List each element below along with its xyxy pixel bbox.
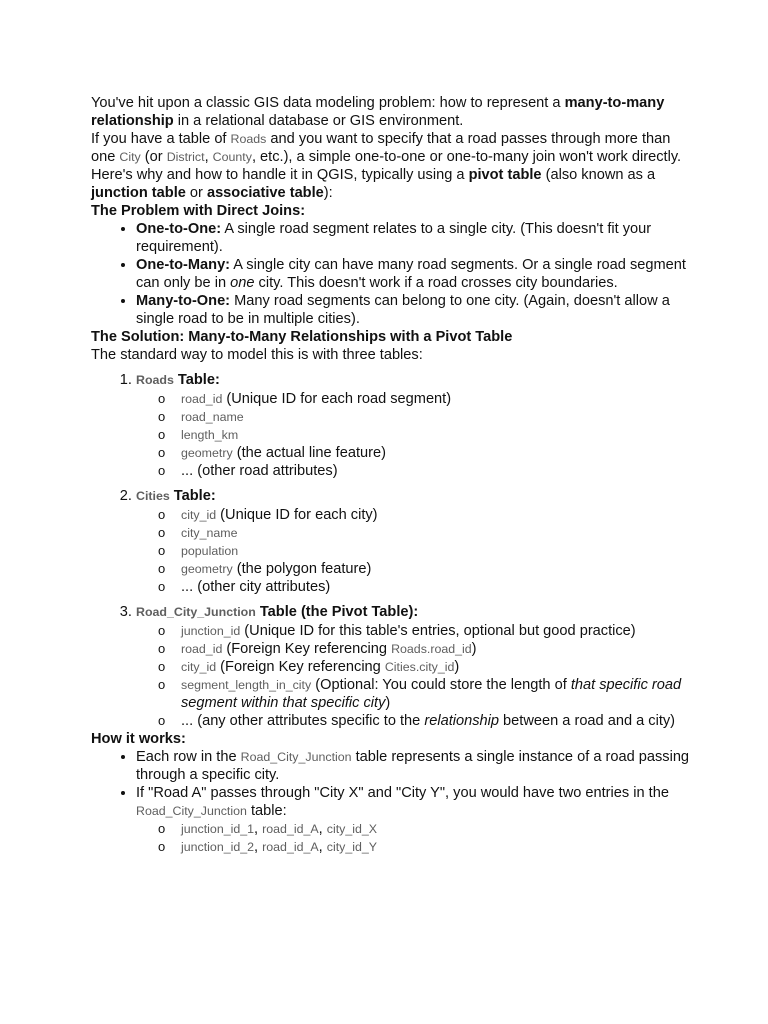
term-many-to-many: many-to-many relationship xyxy=(91,95,665,129)
list-item: o city_id (Unique ID for each city) xyxy=(181,506,691,524)
field-list xyxy=(136,506,691,596)
code-city: City xyxy=(119,150,141,164)
solution-heading: The Solution: Many-to-Many Relationships with a Pivot Table xyxy=(91,329,513,345)
code-district: District xyxy=(166,150,205,164)
document-page xyxy=(91,94,691,856)
how-list xyxy=(91,748,691,856)
problem-heading: The Problem with Direct Joins: xyxy=(91,203,306,219)
table-item-roads: 1. Roads Table: o road_id (Unique ID for each road segment) o road_name o length_km o geometry (the actual line feature) o ... (other road attributes) xyxy=(136,370,691,480)
list-item: • If "Road A" passes through "City X" and "City Y", you would have two entries in the Road_City_Junction table: o junction_id_1, road_id_A, city_id_X o junction_id_2, road_id_A, city_id_Y xyxy=(136,784,691,856)
list-item: o ... (other city attributes) xyxy=(181,578,691,596)
code-table-name: Roads xyxy=(136,373,174,387)
list-item: o length_km xyxy=(181,426,691,444)
list-item: o ... (other road attributes) xyxy=(181,462,691,480)
field-list xyxy=(136,390,691,480)
table-item-junction: 3. Road_City_Junction Table (the Pivot Table): o junction_id (Unique ID for this table's entries, optional but good practice) o road_id (Foreign Key referencing Roads.road_id) o city_id (Foreign Key referencing Cities.city_id) o segment_length_in_city (Optional: You could store the length of that specific road segment within that specific city) o ... (any other attributes specific to the relationship between a road and a city) xyxy=(136,602,691,730)
list-item: o road_name xyxy=(181,408,691,426)
list-item: o junction_id (Unique ID for this table's entries, optional but good practice) xyxy=(181,622,691,640)
list-item: • Each row in the Road_City_Junction table represents a single instance of a road passing through a specific city. xyxy=(136,748,691,784)
intro-paragraph-3: Here's why and how to handle it in QGIS, typically using a pivot table (also known as a junction table or associative table): xyxy=(91,167,656,201)
list-item: o geometry (the polygon feature) xyxy=(181,560,691,578)
code-county: County xyxy=(212,150,252,164)
list-item: • One-to-One: A single road segment relates to a single city. (This doesn't fit your requirement). xyxy=(136,220,691,256)
list-item: o city_id (Foreign Key referencing Cities.city_id) xyxy=(181,658,691,676)
tables-list xyxy=(91,370,691,730)
intro-paragraph-2: If you have a table of Roads and you want to specify that a road passes through more than one City (or District, County, etc.), a simple one-to-one or one-to-many join won't work directly. xyxy=(91,131,682,165)
list-item: o road_id (Foreign Key referencing Roads.road_id) xyxy=(181,640,691,658)
solution-intro: The standard way to model this is with three tables: xyxy=(91,347,423,363)
list-item: o junction_id_1, road_id_A, city_id_X xyxy=(181,820,691,838)
code-table-name: Cities xyxy=(136,489,170,503)
list-item: • Many-to-One: Many road segments can belong to one city. (Again, doesn't allow a single road to be in multiple cities). xyxy=(136,292,691,328)
list-item: o segment_length_in_city (Optional: You could store the length of that specific road segment within that specific city) xyxy=(181,676,691,712)
how-heading: How it works: xyxy=(91,731,186,747)
intro-paragraph-1: You've hit upon a classic GIS data modeling problem: how to represent a many-to-many relationship in a relational database or GIS environment. xyxy=(91,95,665,129)
entries-list xyxy=(136,820,691,856)
list-item: o geometry (the actual line feature) xyxy=(181,444,691,462)
code-table-name: Road_City_Junction xyxy=(136,605,256,619)
list-item: o population xyxy=(181,542,691,560)
table-item-cities: 2. Cities Table: o city_id (Unique ID for each city) o city_name o population o geometry (the polygon feature) o ... (other city attributes) xyxy=(136,486,691,596)
field-list xyxy=(136,622,691,730)
code-roads: Roads xyxy=(230,132,267,146)
list-item: o ... (any other attributes specific to the relationship between a road and a city) xyxy=(181,712,691,730)
problem-list xyxy=(91,220,691,328)
list-item: o city_name xyxy=(181,524,691,542)
list-item: o road_id (Unique ID for each road segment) xyxy=(181,390,691,408)
list-item: o junction_id_2, road_id_A, city_id_Y xyxy=(181,838,691,856)
list-item: • One-to-Many: A single city can have many road segments. Or a single road segment can only be in one city. This doesn't work if a road crosses city boundaries. xyxy=(136,256,691,292)
